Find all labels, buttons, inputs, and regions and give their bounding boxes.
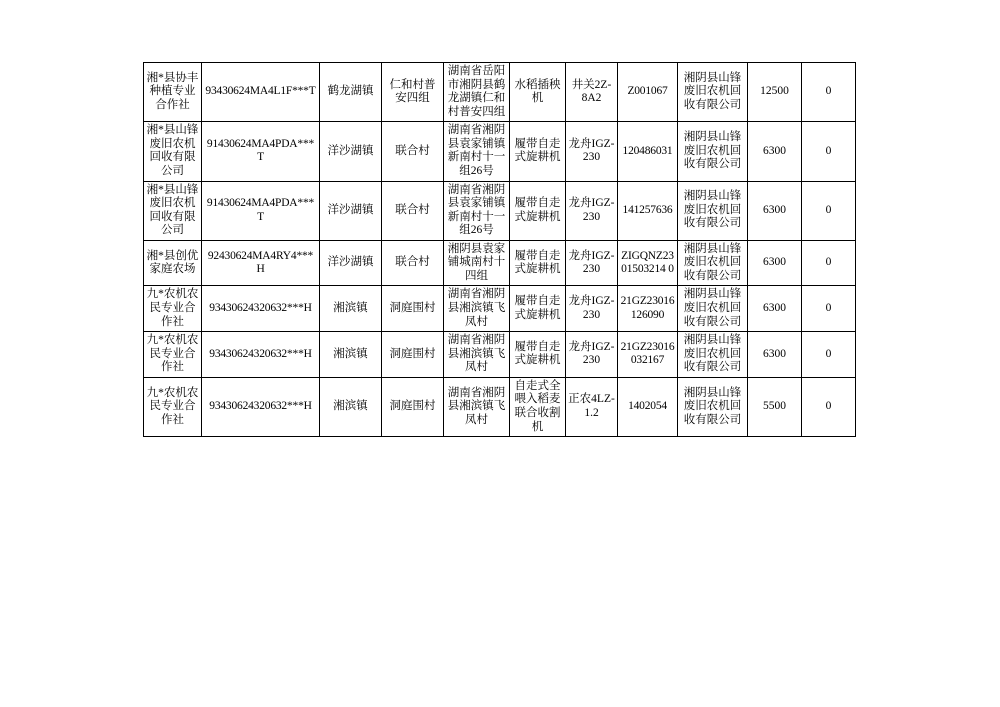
cell-village: 洞庭围村 [382, 377, 444, 436]
cell-other: 0 [802, 286, 856, 332]
cell-address: 湖南省湘阴县湘滨镇飞凤村 [444, 332, 510, 378]
cell-machine: 履带自走式旋耕机 [510, 240, 566, 286]
table-container [143, 62, 855, 437]
cell-address: 湘阴县袁家铺城南村十四组 [444, 240, 510, 286]
cell-address: 湖南省湘阴县湘滨镇飞凤村 [444, 286, 510, 332]
cell-applicant: 九*农机农民专业合作社 [144, 286, 202, 332]
cell-model: 井关2Z-8A2 [566, 63, 618, 122]
cell-address: 湖南省岳阳市湘阴县鹤龙湖镇仁和村普安四组 [444, 63, 510, 122]
cell-amount: 6300 [748, 240, 802, 286]
cell-credit-code: 93430624320632***H [202, 377, 320, 436]
table-row [144, 63, 856, 122]
cell-machine: 履带自走式旋耕机 [510, 332, 566, 378]
cell-serial: 141257636 [618, 181, 678, 240]
cell-machine: 自走式全喂入稻麦联合收割机 [510, 377, 566, 436]
cell-address: 湖南省湘阴县袁家铺镇新南村十一组26号 [444, 181, 510, 240]
cell-amount: 5500 [748, 377, 802, 436]
cell-credit-code: 91430624MA4PDA***T [202, 181, 320, 240]
cell-town: 湘滨镇 [320, 377, 382, 436]
cell-other: 0 [802, 181, 856, 240]
cell-model: 龙舟IGZ-230 [566, 181, 618, 240]
cell-other: 0 [802, 377, 856, 436]
table-body [144, 63, 856, 437]
cell-town: 洋沙湖镇 [320, 181, 382, 240]
cell-town: 鹤龙湖镇 [320, 63, 382, 122]
cell-model: 龙舟IGZ-230 [566, 122, 618, 181]
cell-machine: 履带自走式旋耕机 [510, 122, 566, 181]
cell-village: 联合村 [382, 240, 444, 286]
cell-village: 洞庭围村 [382, 332, 444, 378]
subsidy-table [143, 62, 856, 437]
cell-town: 洋沙湖镇 [320, 122, 382, 181]
cell-applicant: 湘*县山锋废旧农机回收有限公司 [144, 122, 202, 181]
cell-credit-code: 93430624MA4L1F***T [202, 63, 320, 122]
cell-serial: 21GZ23016032167 [618, 332, 678, 378]
cell-recycler: 湘阴县山锋废旧农机回收有限公司 [678, 181, 748, 240]
table-row [144, 181, 856, 240]
cell-town: 湘滨镇 [320, 332, 382, 378]
cell-machine: 履带自走式旋耕机 [510, 181, 566, 240]
cell-serial: 21GZ23016126090 [618, 286, 678, 332]
table-row [144, 332, 856, 378]
cell-other: 0 [802, 240, 856, 286]
cell-other: 0 [802, 122, 856, 181]
cell-recycler: 湘阴县山锋废旧农机回收有限公司 [678, 122, 748, 181]
cell-serial: 1402054 [618, 377, 678, 436]
cell-credit-code: 93430624320632***H [202, 286, 320, 332]
cell-applicant: 九*农机农民专业合作社 [144, 332, 202, 378]
cell-other: 0 [802, 63, 856, 122]
cell-address: 湖南省湘阴县袁家铺镇新南村十一组26号 [444, 122, 510, 181]
cell-village: 洞庭围村 [382, 286, 444, 332]
table-row [144, 377, 856, 436]
table-row [144, 286, 856, 332]
cell-applicant: 湘*县协丰种植专业合作社 [144, 63, 202, 122]
cell-amount: 6300 [748, 122, 802, 181]
cell-village: 联合村 [382, 181, 444, 240]
cell-applicant: 九*农机农民专业合作社 [144, 377, 202, 436]
cell-recycler: 湘阴县山锋废旧农机回收有限公司 [678, 240, 748, 286]
cell-village: 联合村 [382, 122, 444, 181]
cell-recycler: 湘阴县山锋废旧农机回收有限公司 [678, 377, 748, 436]
cell-credit-code: 92430624MA4RY4***H [202, 240, 320, 286]
cell-machine: 履带自走式旋耕机 [510, 286, 566, 332]
cell-model: 龙舟IGZ-230 [566, 332, 618, 378]
cell-serial: 120486031 [618, 122, 678, 181]
cell-recycler: 湘阴县山锋废旧农机回收有限公司 [678, 286, 748, 332]
cell-serial: Z001067 [618, 63, 678, 122]
cell-village: 仁和村普安四组 [382, 63, 444, 122]
cell-other: 0 [802, 332, 856, 378]
cell-amount: 6300 [748, 286, 802, 332]
cell-applicant: 湘*县山锋废旧农机回收有限公司 [144, 181, 202, 240]
cell-amount: 6300 [748, 181, 802, 240]
table-row [144, 240, 856, 286]
cell-serial: ZIGQNZ2301503214 0 [618, 240, 678, 286]
cell-model: 龙舟IGZ-230 [566, 240, 618, 286]
cell-model: 正农4LZ-1.2 [566, 377, 618, 436]
cell-applicant: 湘*县创优家庭农场 [144, 240, 202, 286]
cell-recycler: 湘阴县山锋废旧农机回收有限公司 [678, 63, 748, 122]
cell-credit-code: 93430624320632***H [202, 332, 320, 378]
cell-credit-code: 91430624MA4PDA***T [202, 122, 320, 181]
cell-amount: 12500 [748, 63, 802, 122]
cell-town: 洋沙湖镇 [320, 240, 382, 286]
cell-recycler: 湘阴县山锋废旧农机回收有限公司 [678, 332, 748, 378]
table-row [144, 122, 856, 181]
cell-address: 湖南省湘阴县湘滨镇飞凤村 [444, 377, 510, 436]
cell-model: 龙舟IGZ-230 [566, 286, 618, 332]
cell-town: 湘滨镇 [320, 286, 382, 332]
cell-amount: 6300 [748, 332, 802, 378]
cell-machine: 水稻插秧机 [510, 63, 566, 122]
